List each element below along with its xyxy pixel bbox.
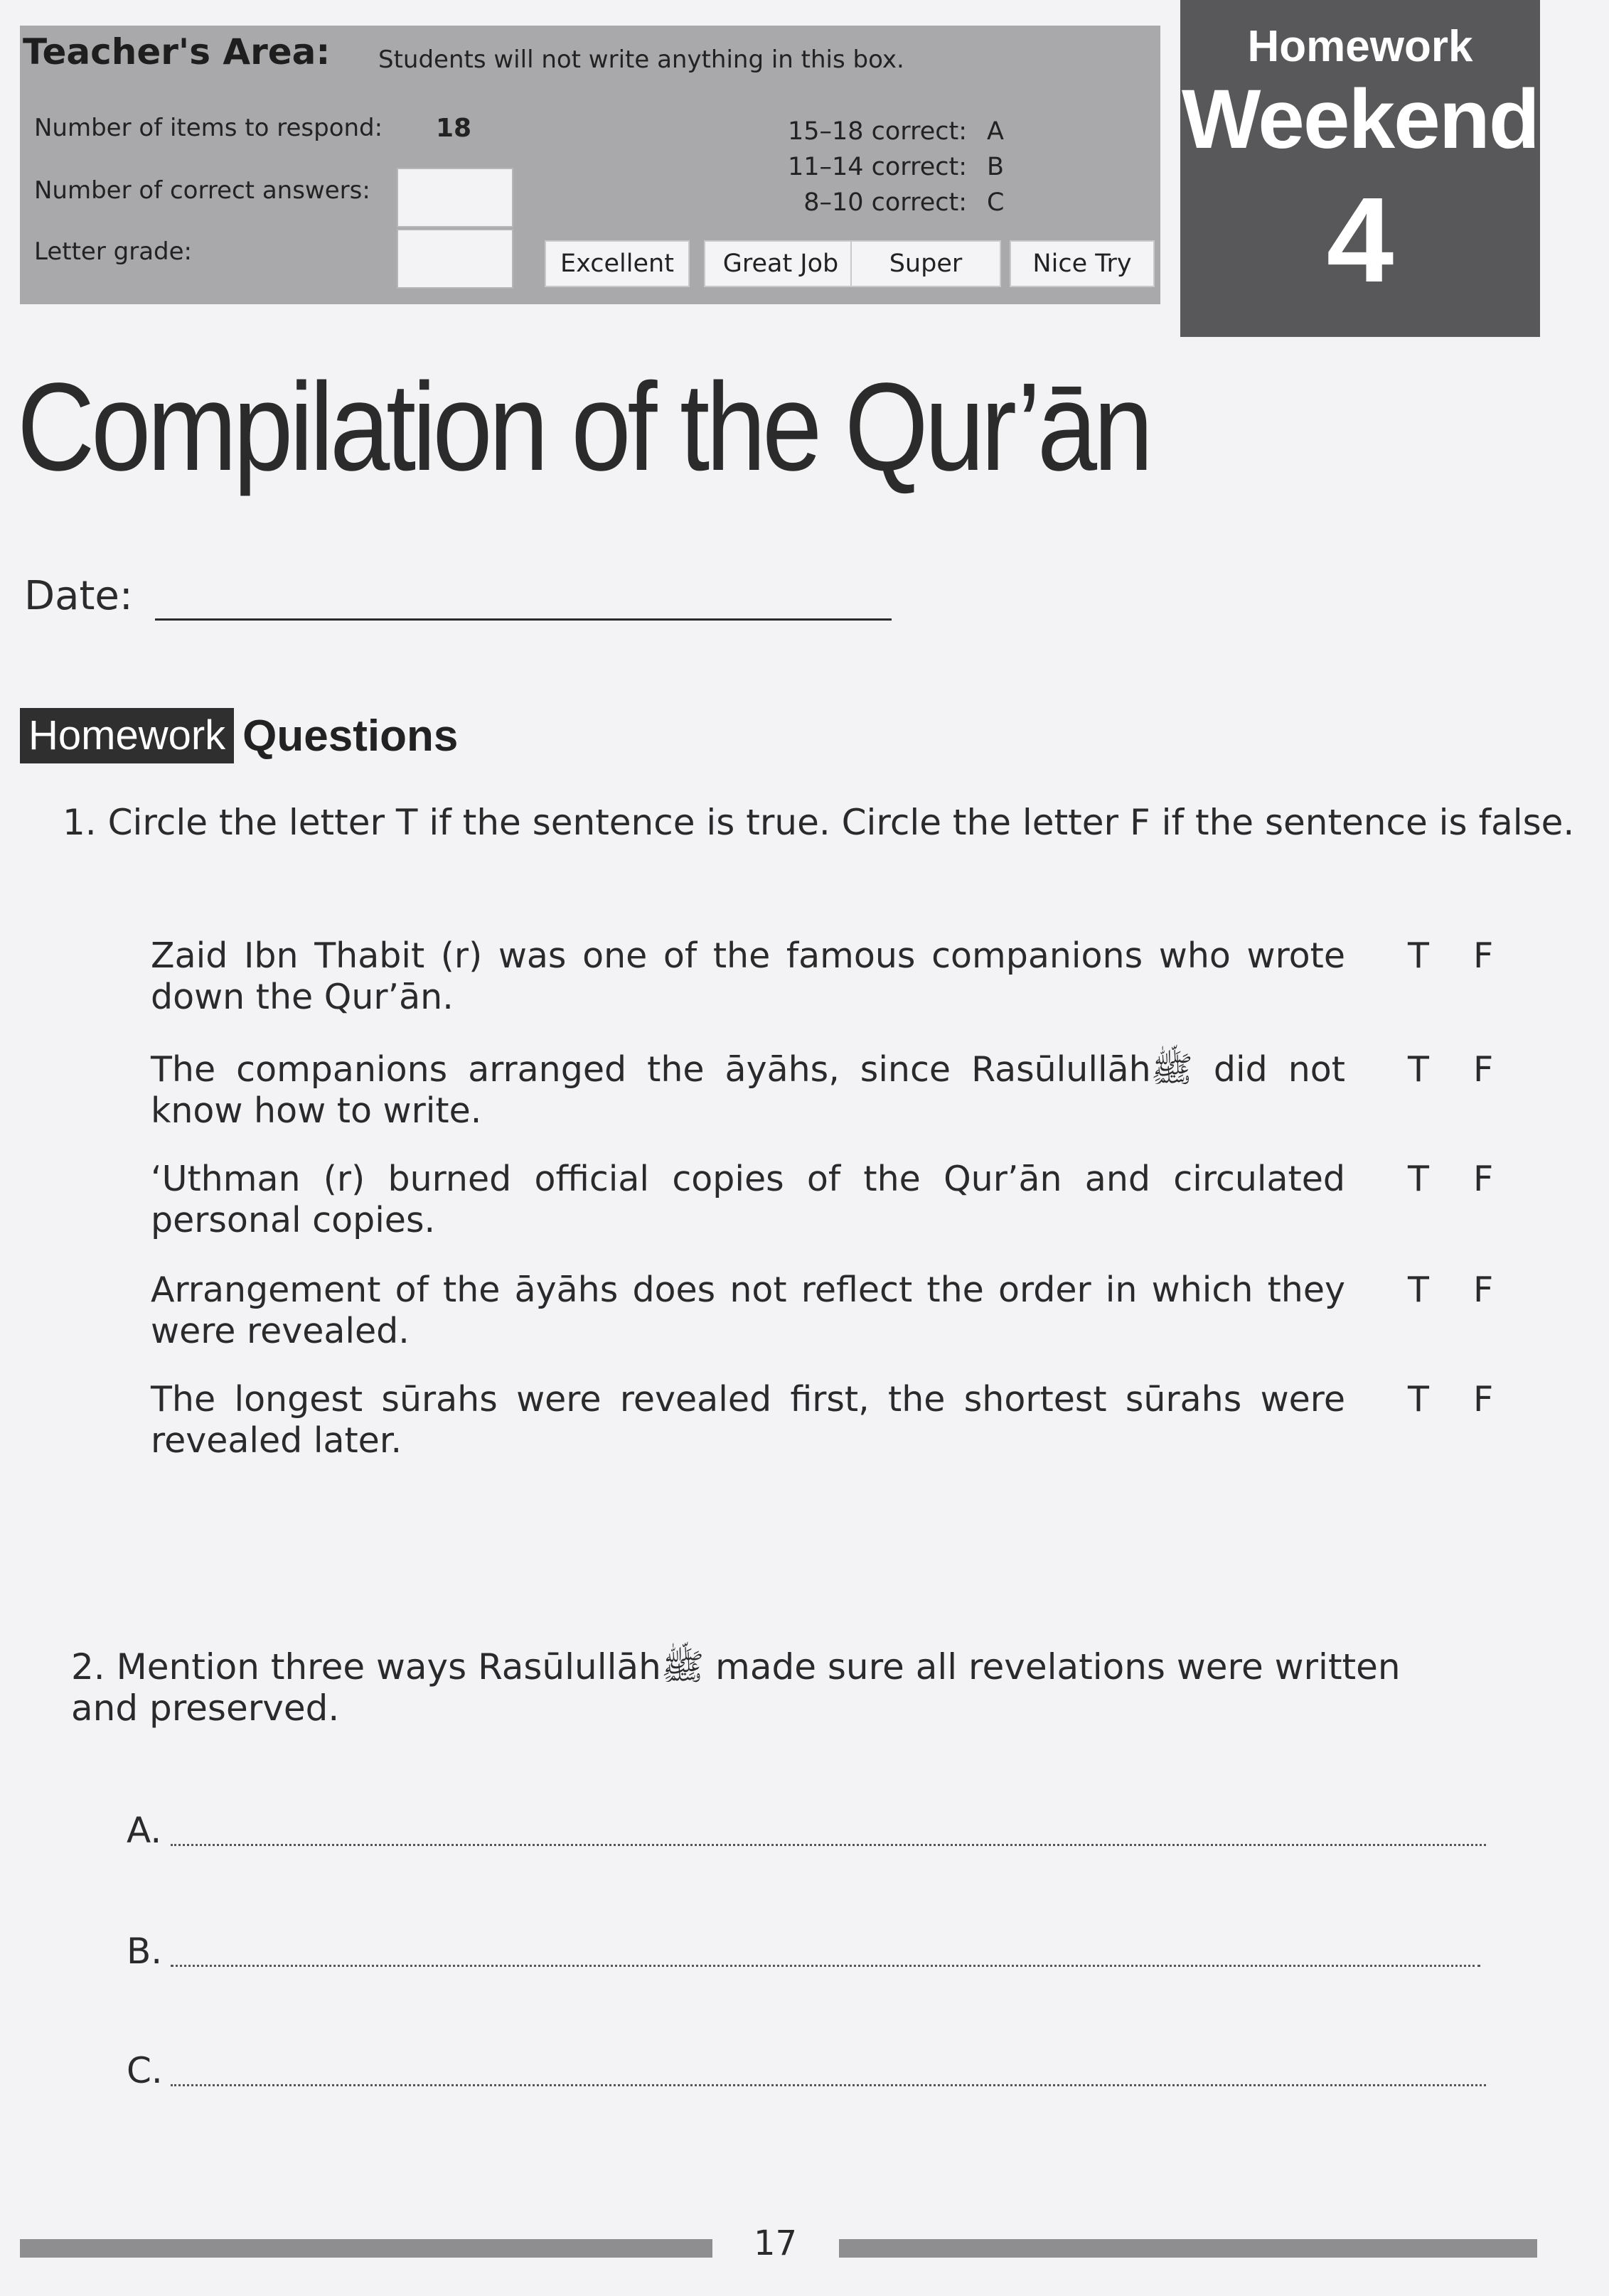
false-option[interactable]: F xyxy=(1473,1379,1494,1420)
grade-rule: 11–14 correct: B xyxy=(787,153,1005,181)
footer-bar-right xyxy=(839,2239,1537,2258)
items-value: 18 xyxy=(436,114,472,143)
true-option[interactable]: T xyxy=(1408,935,1429,976)
tf-statement: Arrangement of the āyāhs does not reflect the order in which they were revealed. xyxy=(151,1270,1345,1351)
answer-label: B. xyxy=(127,1931,163,1972)
date-field[interactable] xyxy=(155,618,892,621)
tf-statement: The companions arranged the āyāhs, since Rasūlullāhﷺ did not know how to write. xyxy=(151,1049,1345,1131)
weekend-number: 4 xyxy=(1326,173,1394,308)
correct-answers-label: Number of correct answers: xyxy=(34,176,370,205)
tf-statement: Zaid Ibn Thabit (r) was one of the famous companions who wrote down the Qur’ān. xyxy=(151,935,1345,1017)
section-header xyxy=(20,708,458,763)
question-1-prompt: 1. Circle the letter T if the sentence is true. Circle the letter F if the sentence is false. xyxy=(63,802,1575,843)
rating-great-job-button[interactable]: Great Job xyxy=(704,240,857,287)
question-2-prompt: 2. Mention three ways Rasūlullāhﷺ made sure all revelations were written and preserved. xyxy=(71,1646,1401,1729)
grade-rules xyxy=(710,114,1008,220)
false-option[interactable]: F xyxy=(1473,1159,1494,1199)
grade-rule: 8–10 correct: C xyxy=(803,188,1005,217)
teacher-area-title: Teacher's Area: xyxy=(23,31,331,73)
answer-label: A. xyxy=(127,1810,162,1851)
page-number: 17 xyxy=(754,2223,798,2263)
true-option[interactable]: T xyxy=(1408,1379,1429,1420)
weekend-badge xyxy=(1180,0,1540,337)
weekend-label: Homework xyxy=(1247,22,1473,71)
page-title: Compilation of the Qur’ān xyxy=(17,358,1150,497)
section-tag: Homework xyxy=(20,708,234,763)
rating-nice-try-button[interactable]: Nice Try xyxy=(1010,240,1155,287)
true-option[interactable]: T xyxy=(1408,1159,1429,1199)
answer-line[interactable] xyxy=(171,1965,1480,1967)
teacher-area-note: Students will not write anything in this box. xyxy=(378,45,904,74)
true-option[interactable]: T xyxy=(1408,1270,1429,1310)
answer-line[interactable] xyxy=(171,1844,1486,1846)
false-option[interactable]: F xyxy=(1473,1049,1494,1090)
true-option[interactable]: T xyxy=(1408,1049,1429,1090)
grade-rule: 15–18 correct: A xyxy=(787,117,1004,146)
tf-statement: ‘Uthman (r) burned official copies of the Qur’ān and circulated personal copies. xyxy=(151,1159,1345,1240)
false-option[interactable]: F xyxy=(1473,935,1494,976)
teacher-area xyxy=(20,26,1160,304)
answer-line[interactable] xyxy=(171,2084,1486,2086)
rating-super-button[interactable]: Super xyxy=(850,240,1001,287)
items-label: Number of items to respond: xyxy=(34,114,383,142)
weekend-title: Weekend xyxy=(1182,73,1539,166)
false-option[interactable]: F xyxy=(1473,1270,1494,1310)
date-label: Date: xyxy=(24,573,133,619)
letter-grade-field[interactable] xyxy=(397,229,513,289)
letter-grade-label: Letter grade: xyxy=(34,237,192,266)
correct-answers-field[interactable] xyxy=(397,168,513,227)
answer-label: C. xyxy=(127,2050,163,2091)
section-word: Questions xyxy=(242,711,459,761)
tf-statement: The longest sūrahs were revealed first, the shortest sūrahs were revealed later. xyxy=(151,1379,1345,1461)
footer-bar-left xyxy=(20,2239,712,2258)
rating-excellent-button[interactable]: Excellent xyxy=(545,240,690,287)
